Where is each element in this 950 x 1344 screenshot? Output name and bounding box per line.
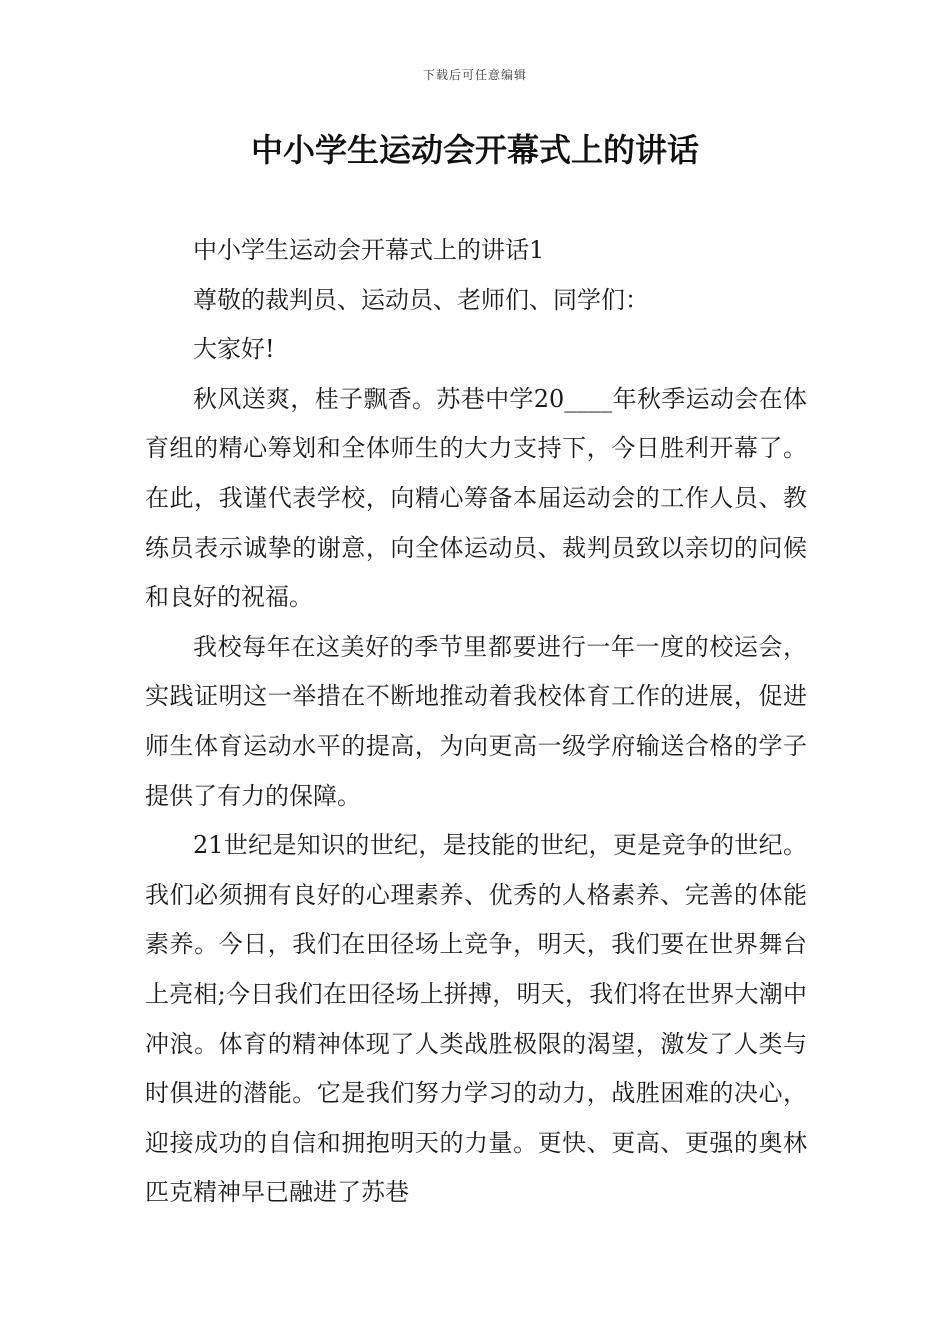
speech-subtitle: 中小学生运动会开幕式上的讲话1 bbox=[193, 236, 545, 264]
body-paragraph: 秋风送爽，桂子飘香。苏巷中学20____年秋季运动会在体育组的精心筹划和全体师生的大力支持下，今日胜利开幕了。在此，我谨代表学校，向精心筹备本届运动会的工作人员、教练员表示诚挚的谢意，向全体运动员、裁判员致以亲切的问候和良好的祝福。 bbox=[145, 384, 807, 612]
body-paragraph: 21世纪是知识的世纪，是技能的世纪，更是竞争的世纪。我们必须拥有良好的心理素养、优秀的人格素养、完善的体能素养。今日，我们在田径场上竞争，明天，我们要在世界舞台上亮相;今日我们在田径场上拼搏，明天，我们将在世界大潮中冲浪。体育的精神体现了人类战胜极限的渴望，激发了人类与时俱进的潜能。它是我们努力学习的动力，战胜困难的决心，迎接成功的自信和拥抱明天的力量。更快、更高、更强的奥林匹克精神早已融进了苏巷 bbox=[145, 831, 807, 1207]
document-body bbox=[145, 226, 807, 1218]
greeting: 大家好! bbox=[193, 335, 275, 364]
document-title: 中小学生运动会开幕式上的讲话 bbox=[250, 131, 699, 169]
header-note: 下载后可任意编辑 bbox=[422, 68, 527, 82]
body-paragraph: 我校每年在这美好的季节里都要进行一年一度的校运会，实践证明这一举措在不断地推动着我校体育工作的进展，促进师生体育运动水平的提高，为向更高一级学府输送合格的学子提供了有力的保障。 bbox=[145, 632, 807, 810]
salutation: 尊敬的裁判员、运动员、老师们、同学们： bbox=[193, 285, 649, 314]
